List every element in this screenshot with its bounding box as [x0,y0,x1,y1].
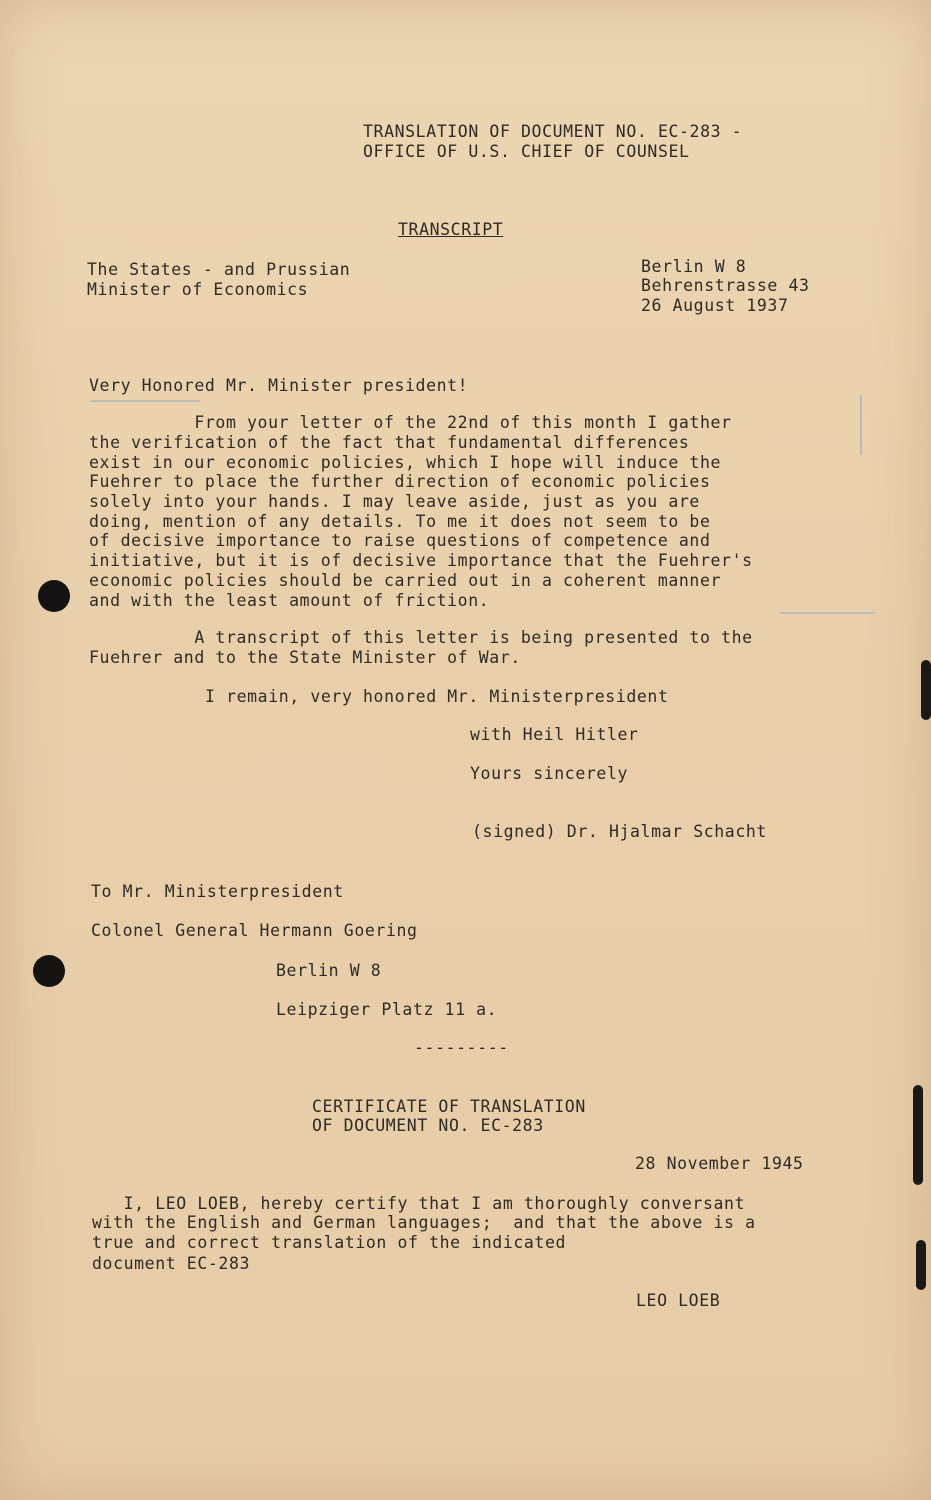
margin-bracket-bottom [780,612,875,614]
certificate-date: 28 November 1945 [635,1154,804,1173]
body-line: economic policies should be carried out in a coherent manner [89,571,722,590]
body-line: Fuehrer and to the State Minister of War. [89,648,521,667]
salutation: Very Honored Mr. Minister president! [89,376,469,395]
closing-remain: I remain, very honored Mr. Ministerpresident [205,687,669,706]
address-line-1: Berlin W 8 [641,257,747,276]
body-line: the verification of the fact that fundamental differences [89,433,690,452]
body-line: Fuehrer to place the further direction of economic policies [89,472,711,491]
address-line-2: Behrenstrasse 43 [641,276,810,295]
certificate-line: with the English and German languages; and that the above is a [92,1213,756,1232]
recipient-line-2: Colonel General Hermann Goering [91,921,418,940]
closing-greeting: with Heil Hitler [470,725,639,744]
edge-mark-2 [913,1085,923,1185]
margin-bracket-right [860,395,862,455]
signature-line: (signed) Dr. Hjalmar Schacht [472,822,767,841]
closing-sincerely: Yours sincerely [470,764,629,783]
certificate-line: true and correct translation of the indicated [92,1233,567,1252]
punch-hole-bottom [33,955,65,987]
body-line: From your letter of the 22nd of this month I gather [89,413,732,432]
margin-bracket-top [90,400,200,402]
body-line: solely into your hands. I may leave aside, just as you are [89,492,700,511]
letter-date: 26 August 1937 [641,296,789,315]
recipient-line-1: To Mr. Ministerpresident [91,882,344,901]
certificate-line: document EC-283 [92,1254,251,1273]
recipient-line-3: Berlin W 8 [276,961,382,980]
certificate-signature: LEO LOEB [636,1291,721,1310]
body-line: initiative, but it is of decisive importance that the Fuehrer's [89,551,753,570]
document-title: TRANSCRIPT [398,220,504,239]
edge-mark-3 [916,1240,926,1290]
body-line: of decisive importance to raise questions of competence and [89,531,711,550]
edge-mark-1 [921,660,931,720]
body-line: doing, mention of any details. To me it does not seem to be [89,512,711,531]
punch-hole-top [38,580,70,612]
body-line: exist in our economic policies, which I hope will induce the [89,453,722,472]
body-line: A transcript of this letter is being presented to the [89,628,753,647]
certificate-line: I, LEO LOEB, hereby certify that I am thoroughly conversant [92,1194,746,1213]
section-divider: --------- [414,1038,509,1057]
recipient-line-4: Leipziger Platz 11 a. [276,1000,498,1019]
sender-line-1: The States - and Prussian [87,260,351,279]
body-line: and with the least amount of friction. [89,591,490,610]
header-line-1: TRANSLATION OF DOCUMENT NO. EC-283 - [363,122,743,141]
header-line-2: OFFICE OF U.S. CHIEF OF COUNSEL [363,142,690,161]
certificate-title-1: CERTIFICATE OF TRANSLATION [312,1097,586,1116]
certificate-title-2: OF DOCUMENT NO. EC-283 [312,1116,544,1135]
sender-line-2: Minister of Economics [87,280,309,299]
